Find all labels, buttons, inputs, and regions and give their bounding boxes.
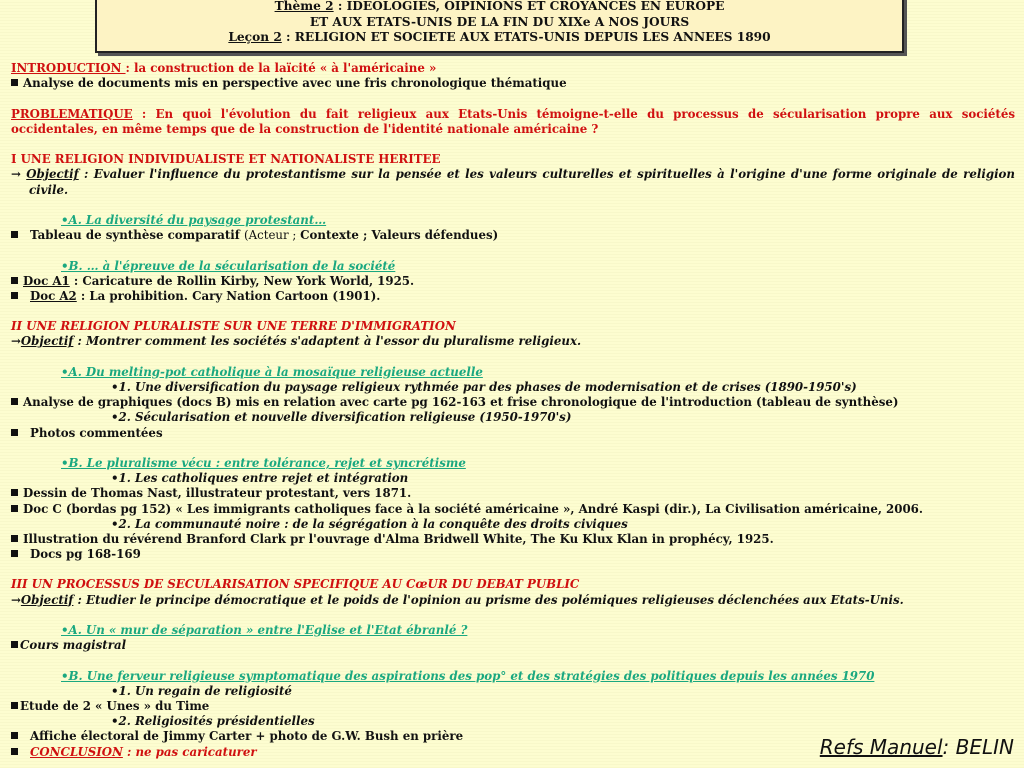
part3-section-a: •A. Un « mur de séparation » entre l'Eglise et l'Etat ébranlé ? [61,623,468,637]
lesson-line [97,30,902,46]
bullet-square-icon [11,641,18,648]
lesson-label: Leçon 2 [228,30,282,44]
bullet-square-icon [11,550,18,557]
part1-title: I UNE RELIGION INDIVIDUALISTE ET NATIONALISTE HERITEE [11,152,441,167]
part2-section-a-item1: Analyse de graphiques (docs B) mis en relation avec carte pg 162-163 et frise chronologique de l'introduction (tableau de synthèse) [11,395,1015,410]
part2-section-a-sub2: •2. Sécularisation et nouvelle diversification religieuse (1950-1970's) [111,410,572,425]
bullet-square-icon [11,398,18,405]
bullet-square-icon [11,489,18,496]
manual-reference: Refs Manuel: BELIN [819,735,1014,759]
lesson-text: : RELIGION ET SOCIETE AUX ETATS-UNIS DEPUIS LES ANNEES 1890 [281,30,771,44]
theme-line [97,0,902,15]
part3-section-a-item: Cours magistral [11,638,1015,653]
arrow-icon: → [11,592,21,607]
doc-a1: Doc A1 : Caricature de Rollin Kirby, New York World, 1925. [11,274,1015,289]
bullet-square-icon [11,277,18,284]
bullet-square-icon [11,505,18,512]
part2-objectif: →Objectif : Montrer comment les sociétés s'adaptent à l'essor du pluralisme religieux. [11,334,582,349]
bullet-square-icon [11,748,18,755]
part3-section-b: •B. Une ferveur religieuse symptomatique des aspirations des pop° et des stratégies des politiques depuis les années 1970 [61,668,875,683]
lesson-title-box [95,0,904,53]
doc-a2: Doc A2 : La prohibition. Cary Nation Cartoon (1901). [11,289,1015,304]
theme-text: : IDEOLOGIES, OIPINIONS ET CROYANCES EN EUROPE [333,0,725,13]
part2-title: II UNE RELIGION PLURALISTE SUR UNE TERRE D'IMMIGRATION [11,319,456,334]
bullet-square-icon [11,79,18,86]
bullet-square-icon [11,732,18,739]
theme-label: Thème 2 [274,0,334,13]
part3-section-b-item1: Etude de 2 « Unes » du Time [11,699,1015,714]
part2-section-b: •B. Le pluralisme vécu : entre tolérance, rejet et syncrétisme [61,455,466,470]
bullet-square-icon [11,702,18,709]
part1-section-a-item: Tableau de synthèse comparatif (Acteur ; Contexte ; Valeurs défendues) [11,228,1015,243]
part2-section-a-sub1: •1. Une diversification du paysage religieux rythmée par des phases de modernisation et de crises (1890-1950's) [111,380,857,394]
lesson-plan [11,61,1015,760]
part3-section-b-sub2: •2. Religiosités présidentielles [111,714,315,729]
intro-heading: INTRODUCTION : la construction de la laïcité « à l'américaine » [11,61,437,75]
part2-section-b-sub2: •2. La communauté noire : de la ségrégation à la conquête des droits civiques [111,516,628,531]
bullet-square-icon [11,535,18,542]
bullet-square-icon [11,429,18,436]
conclusion: CONCLUSION : ne pas caricaturer [11,745,1015,760]
bullet-square-icon [11,231,18,238]
part2-section-b-item2: Doc C (bordas pg 152) « Les immigrants catholiques face à la société américaine », André Kaspi (dir.), La Civilisation américaine, 2006. [11,502,1015,517]
part3-title: III UN PROCESSUS DE SECULARISATION SPECIFIQUE AU CœUR DU DEBAT PUBLIC [11,577,580,592]
part3-section-b-item2: Affiche électoral de Jimmy Carter + photo de G.W. Bush en prière [11,729,1015,744]
bullet-square-icon [11,292,18,299]
arrow-icon: → [11,334,21,349]
part2-section-a-item2: Photos commentées [11,426,1015,441]
part1-section-b: •B. … à l'épreuve de la sécularisation de la société [61,258,396,273]
part2-section-b-sub1: •1. Les catholiques entre rejet et intégration [111,471,409,486]
part2-section-b-item4: Docs pg 168-169 [11,547,1015,562]
part3-section-b-sub1: •1. Un regain de religiosité [111,683,292,698]
part2-section-b-item3: Illustration du révérend Branford Clark pr l'ouvrage d'Alma Bridwell White, The Ku Klux Klan in prophécy, 1925. [11,532,1015,547]
part1-section-a: •A. La diversité du paysage protestant… [61,212,327,227]
arrow-icon: → [11,167,27,182]
part3-objectif: →Objectif : Etudier le principe démocratique et le poids de l'opinion au prisme des polémiques religieuses déclenchées aux Etats-Unis. [11,592,904,607]
theme-line-2: ET AUX ETATS-UNIS DE LA FIN DU XIXe A NOS JOURS [309,14,690,29]
part1-objectif: → Objectif : Evaluer l'influence du protestantisme sur la pensée et les valeurs culturelles et spirituelles à l'origine d'une forme originale de religion civile. [11,167,1015,197]
part2-section-b-item1: Dessin de Thomas Nast, illustrateur protestant, vers 1871. [11,486,1015,501]
part2-section-a: •A. Du melting-pot catholique à la mosaïque religieuse actuelle [61,364,483,379]
intro-item: Analyse de documents mis en perspective avec une fris chronologique thématique [11,76,1015,91]
problematique: PROBLEMATIQUE : En quoi l'évolution du fait religieux aux Etats-Unis témoigne-t-elle du processus de sécularisation propre aux sociétés occidentales, en même temps que de la construction de l'identité nationale américaine ? [11,106,1015,136]
